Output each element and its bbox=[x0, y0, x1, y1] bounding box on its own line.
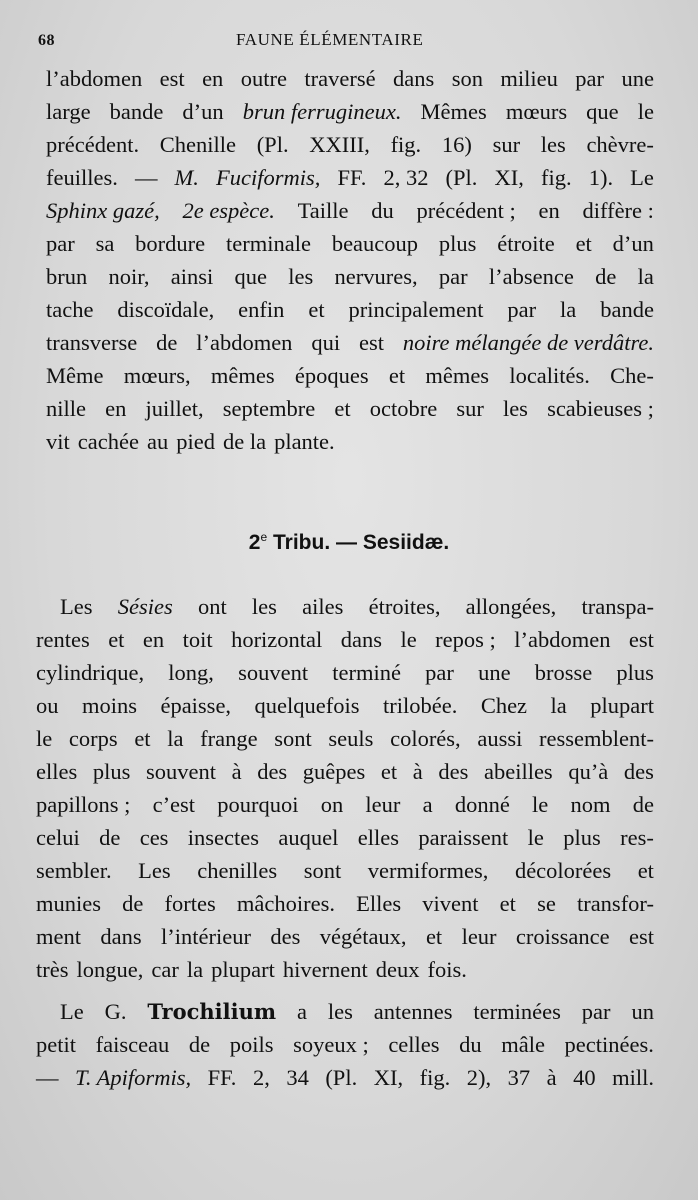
word: et bbox=[425, 924, 443, 949]
word: terminale bbox=[226, 231, 311, 256]
text-line bbox=[46, 425, 654, 458]
word: Le bbox=[630, 165, 654, 190]
word: juillet, bbox=[145, 396, 204, 421]
word: cachée bbox=[77, 429, 139, 454]
italic-term: T. Apiformis, bbox=[75, 1065, 192, 1090]
word: et bbox=[388, 363, 406, 388]
word: 2, bbox=[252, 1065, 270, 1090]
word: fig. bbox=[540, 165, 572, 190]
word: le bbox=[400, 627, 417, 652]
word: principalement bbox=[348, 297, 484, 322]
paragraph-sesies bbox=[36, 590, 654, 986]
word: 2), bbox=[466, 1065, 492, 1090]
word: la bbox=[167, 726, 184, 751]
italic-term: brun ferrugineux. bbox=[242, 99, 402, 124]
word: est bbox=[629, 924, 654, 949]
word: transverse bbox=[46, 330, 138, 355]
word: des bbox=[257, 759, 288, 784]
word: Che- bbox=[610, 363, 654, 388]
word: localités. bbox=[509, 363, 590, 388]
word: antennes bbox=[373, 999, 453, 1024]
word: d’un bbox=[182, 99, 224, 124]
word: vivent bbox=[422, 891, 479, 916]
italic-term: M. bbox=[174, 165, 199, 190]
word: toit bbox=[182, 627, 213, 652]
word: insectes bbox=[187, 825, 260, 850]
word: aussi bbox=[477, 726, 523, 751]
word: terminé bbox=[332, 660, 401, 685]
word: pourquoi bbox=[217, 792, 299, 817]
word: horizontal bbox=[231, 627, 323, 652]
text-line bbox=[46, 260, 654, 293]
word: ou bbox=[36, 693, 59, 718]
word: les bbox=[288, 264, 314, 289]
word: elles bbox=[357, 825, 399, 850]
section-heading bbox=[0, 530, 698, 555]
word: en bbox=[538, 198, 560, 223]
word: leur bbox=[365, 792, 401, 817]
running-title: FAUNE ÉLÉMENTAIRE bbox=[236, 30, 424, 49]
word: mœurs, bbox=[123, 363, 191, 388]
word: corps bbox=[68, 726, 118, 751]
word: trilobée. bbox=[382, 693, 458, 718]
word: par bbox=[507, 297, 537, 322]
word: et bbox=[575, 231, 592, 256]
word: plupart bbox=[211, 957, 275, 982]
word: brosse bbox=[534, 660, 593, 685]
word: — bbox=[36, 1065, 59, 1090]
word: de bbox=[632, 792, 654, 817]
word: (Pl. bbox=[325, 1065, 358, 1090]
word: de bbox=[99, 825, 121, 850]
word: le bbox=[532, 792, 549, 817]
word: la bbox=[560, 297, 577, 322]
word: beaucoup bbox=[331, 231, 419, 256]
word: végétaux, bbox=[319, 924, 407, 949]
word: celles bbox=[388, 1032, 440, 1057]
word: époques bbox=[294, 363, 369, 388]
word: donné bbox=[454, 792, 510, 817]
text-line bbox=[36, 920, 654, 953]
word: traversé bbox=[304, 66, 376, 91]
word: au bbox=[146, 429, 169, 454]
word: par bbox=[575, 66, 605, 91]
word: car bbox=[151, 957, 179, 982]
text-line bbox=[36, 755, 654, 788]
tribe-number: 2 bbox=[248, 531, 261, 554]
word: sur bbox=[456, 396, 484, 421]
word: auquel bbox=[278, 825, 339, 850]
text-line bbox=[46, 161, 654, 194]
word: l’abdomen bbox=[514, 627, 611, 652]
text-line bbox=[36, 1028, 654, 1061]
tribe-name: Sesiidæ. bbox=[362, 531, 450, 554]
word: vit bbox=[46, 429, 70, 454]
word: le bbox=[36, 726, 53, 751]
word: que bbox=[234, 264, 268, 289]
word: colorés, bbox=[390, 726, 461, 751]
word: milieu bbox=[500, 66, 558, 91]
word: brun bbox=[46, 264, 88, 289]
word: du bbox=[371, 198, 394, 223]
word: rentes bbox=[36, 627, 90, 652]
word: 16) bbox=[441, 132, 472, 157]
word: sont bbox=[303, 858, 342, 883]
text-line bbox=[36, 656, 654, 689]
word: pectinées. bbox=[564, 1032, 654, 1057]
word: allongées, bbox=[465, 594, 557, 619]
word: du bbox=[459, 1032, 482, 1057]
word: de bbox=[122, 891, 144, 916]
word: à bbox=[412, 759, 423, 784]
text-line bbox=[36, 788, 654, 821]
word: cylindrique, bbox=[36, 660, 145, 685]
word: en bbox=[142, 627, 165, 652]
word: et bbox=[308, 297, 325, 322]
word: elles bbox=[36, 759, 78, 784]
word: vermiformes, bbox=[367, 858, 489, 883]
word: long, bbox=[168, 660, 214, 685]
word: soyeux ; bbox=[293, 1032, 369, 1057]
word: FF. bbox=[337, 165, 367, 190]
paragraph-fuciformis bbox=[46, 62, 654, 458]
word: poils bbox=[229, 1032, 274, 1057]
word: et bbox=[108, 627, 125, 652]
word: mill. bbox=[612, 1065, 654, 1090]
word: mêmes bbox=[425, 363, 490, 388]
word: mâchoires. bbox=[236, 891, 335, 916]
word: à bbox=[546, 1065, 557, 1090]
text-line bbox=[46, 326, 654, 359]
text-line bbox=[46, 227, 654, 260]
word: à bbox=[231, 759, 242, 784]
word: XI, bbox=[373, 1065, 404, 1090]
word: guêpes bbox=[302, 759, 366, 784]
word: leur bbox=[461, 924, 497, 949]
word: et bbox=[380, 759, 398, 784]
word: sont bbox=[274, 726, 312, 751]
word: deux bbox=[375, 957, 420, 982]
word: a bbox=[422, 792, 433, 817]
genus-name: Trochilium bbox=[147, 999, 277, 1024]
word: les bbox=[540, 132, 566, 157]
word: qu’à bbox=[568, 759, 609, 784]
tribe-label: Tribu. bbox=[272, 531, 331, 554]
word: quelquefois bbox=[254, 693, 360, 718]
word: que bbox=[586, 99, 619, 124]
word: dans bbox=[100, 924, 142, 949]
word: dans bbox=[393, 66, 435, 91]
text-line bbox=[36, 821, 654, 854]
word: de bbox=[595, 264, 617, 289]
word: 34 bbox=[286, 1065, 309, 1090]
word: XXIII, bbox=[309, 132, 370, 157]
word: est bbox=[358, 330, 384, 355]
word: l’abdomen bbox=[196, 330, 293, 355]
word: souvent bbox=[145, 759, 216, 784]
word: ailes bbox=[302, 594, 344, 619]
word: Même bbox=[46, 363, 104, 388]
word: étroites, bbox=[368, 594, 441, 619]
word: discoïdale, bbox=[117, 297, 215, 322]
text-line bbox=[36, 1061, 654, 1094]
word: nille bbox=[46, 396, 86, 421]
word: c’est bbox=[152, 792, 196, 817]
word: et bbox=[637, 858, 654, 883]
word: les bbox=[327, 999, 353, 1024]
word: longue, bbox=[76, 957, 144, 982]
word: petit bbox=[36, 1032, 76, 1057]
word: FF. bbox=[207, 1065, 237, 1090]
word: ment bbox=[36, 924, 81, 949]
tribe-number-suffix: e bbox=[260, 530, 268, 544]
word: Taille bbox=[297, 198, 349, 223]
word: par bbox=[46, 231, 75, 256]
text-line bbox=[46, 194, 654, 227]
word: l’abdomen bbox=[46, 66, 143, 91]
word: en bbox=[105, 396, 127, 421]
word: repos ; bbox=[435, 627, 496, 652]
word: scabieuses ; bbox=[547, 396, 654, 421]
word: dans bbox=[340, 627, 382, 652]
word: des bbox=[438, 759, 469, 784]
word: outre bbox=[240, 66, 287, 91]
word: bande bbox=[109, 99, 164, 124]
word: et bbox=[334, 396, 351, 421]
word: par bbox=[581, 999, 611, 1024]
word: nervures, bbox=[334, 264, 418, 289]
word: l’intérieur bbox=[161, 924, 251, 949]
heading-dash: — bbox=[336, 531, 357, 554]
word: 37 bbox=[507, 1065, 531, 1090]
italic-term: 2e espèce. bbox=[182, 198, 275, 223]
word: ces bbox=[139, 825, 169, 850]
word: seuls bbox=[328, 726, 374, 751]
word: épaisse, bbox=[160, 693, 232, 718]
word: fig. bbox=[419, 1065, 451, 1090]
word: frange bbox=[200, 726, 258, 751]
word: souvent bbox=[238, 660, 309, 685]
word: Le bbox=[60, 999, 84, 1024]
text-line bbox=[46, 62, 654, 95]
word: (Pl. bbox=[256, 132, 289, 157]
word: de bbox=[156, 330, 178, 355]
word: d’un bbox=[612, 231, 654, 256]
word: large bbox=[46, 99, 91, 124]
word: sembler. bbox=[36, 858, 112, 883]
word: par bbox=[425, 660, 454, 685]
word: mœurs bbox=[505, 99, 568, 124]
word: Elles bbox=[356, 891, 402, 916]
text-line bbox=[36, 590, 654, 623]
word: XI, bbox=[494, 165, 524, 190]
word: mêmes bbox=[210, 363, 275, 388]
text-line bbox=[36, 953, 654, 986]
word: ressemblent- bbox=[539, 726, 654, 751]
word: transfor- bbox=[576, 891, 654, 916]
page-header bbox=[38, 28, 658, 56]
word: très bbox=[36, 957, 69, 982]
word: tache bbox=[46, 297, 94, 322]
word: est bbox=[159, 66, 185, 91]
word: octobre bbox=[369, 396, 438, 421]
word: se bbox=[537, 891, 556, 916]
paragraph-trochilium bbox=[36, 995, 654, 1094]
word: plus bbox=[563, 825, 601, 850]
word: on bbox=[320, 792, 344, 817]
word: transpa- bbox=[581, 594, 654, 619]
word: plante. bbox=[274, 429, 335, 454]
word: ainsi bbox=[170, 264, 214, 289]
italic-term: Fuciformis, bbox=[216, 165, 321, 190]
word: et bbox=[134, 726, 151, 751]
word: Chez bbox=[480, 693, 528, 718]
text-line bbox=[36, 887, 654, 920]
text-line bbox=[36, 995, 654, 1028]
text-line bbox=[46, 128, 654, 161]
word: fig. bbox=[390, 132, 422, 157]
word: 1). bbox=[588, 165, 614, 190]
word: des bbox=[623, 759, 654, 784]
word: Chenille bbox=[159, 132, 236, 157]
word: qui bbox=[311, 330, 341, 355]
word: moins bbox=[81, 693, 137, 718]
text-line bbox=[36, 854, 654, 887]
word: chèvre- bbox=[586, 132, 654, 157]
text-line bbox=[36, 623, 654, 656]
word: la bbox=[186, 957, 204, 982]
word: fortes bbox=[164, 891, 216, 916]
word: papillons ; bbox=[36, 792, 131, 817]
word: noir, bbox=[108, 264, 150, 289]
word: feuilles. bbox=[46, 165, 118, 190]
word: 2, 32 bbox=[383, 165, 429, 190]
word: croissance bbox=[515, 924, 610, 949]
word: décolorées bbox=[514, 858, 612, 883]
word: les bbox=[251, 594, 277, 619]
word: plus bbox=[438, 231, 477, 256]
word: le bbox=[637, 99, 654, 124]
word: enfin bbox=[238, 297, 285, 322]
word: pied bbox=[176, 429, 215, 454]
text-line bbox=[36, 722, 654, 755]
word: (Pl. bbox=[445, 165, 478, 190]
word: la bbox=[637, 264, 654, 289]
word: les bbox=[502, 396, 528, 421]
word: plupart bbox=[590, 693, 654, 718]
word: — bbox=[134, 165, 158, 190]
word: terminées bbox=[473, 999, 561, 1024]
word: sa bbox=[95, 231, 115, 256]
italic-term: Sésies bbox=[117, 594, 173, 619]
word: sur bbox=[492, 132, 521, 157]
page-number: 68 bbox=[38, 32, 55, 49]
word: son bbox=[451, 66, 483, 91]
word: ont bbox=[197, 594, 227, 619]
word: a bbox=[296, 999, 307, 1024]
word: Mêmes bbox=[420, 99, 487, 124]
word: et bbox=[499, 891, 516, 916]
italic-term: Sphinx gazé, bbox=[46, 198, 160, 223]
word: étroite bbox=[497, 231, 555, 256]
word: hivernent bbox=[282, 957, 368, 982]
word: munies bbox=[36, 891, 101, 916]
text-line bbox=[46, 392, 654, 425]
word: de la bbox=[222, 429, 267, 454]
word: la bbox=[550, 693, 567, 718]
text-line bbox=[36, 689, 654, 722]
text-line bbox=[46, 293, 654, 326]
word: abeilles bbox=[483, 759, 553, 784]
italic-term: noire mélangée de verdâtre. bbox=[402, 330, 654, 355]
word: bordure bbox=[135, 231, 206, 256]
word: une bbox=[621, 66, 654, 91]
word: paraissent bbox=[418, 825, 509, 850]
word: Les bbox=[60, 594, 93, 619]
word: précédent. bbox=[46, 132, 140, 157]
word: faisceau bbox=[95, 1032, 170, 1057]
word: par bbox=[438, 264, 468, 289]
word: une bbox=[478, 660, 511, 685]
word: Les bbox=[138, 858, 171, 883]
word: plus bbox=[92, 759, 131, 784]
word: le bbox=[527, 825, 544, 850]
word: res- bbox=[620, 825, 654, 850]
word: chenilles bbox=[197, 858, 278, 883]
word: en bbox=[202, 66, 224, 91]
word: septembre bbox=[222, 396, 316, 421]
word: des bbox=[270, 924, 301, 949]
text-line bbox=[46, 95, 654, 128]
word: est bbox=[628, 627, 654, 652]
text-line bbox=[46, 359, 654, 392]
word: de bbox=[188, 1032, 211, 1057]
word: précédent ; bbox=[416, 198, 516, 223]
word: G. bbox=[104, 999, 127, 1024]
word: l’absence bbox=[488, 264, 574, 289]
word: plus bbox=[616, 660, 654, 685]
word: nom bbox=[570, 792, 611, 817]
word: bande bbox=[600, 297, 654, 322]
word: diffère : bbox=[582, 198, 654, 223]
word: un bbox=[631, 999, 654, 1024]
word: celui bbox=[36, 825, 80, 850]
word: mâle bbox=[501, 1032, 545, 1057]
word: fois. bbox=[427, 957, 467, 982]
word: 40 bbox=[573, 1065, 596, 1090]
